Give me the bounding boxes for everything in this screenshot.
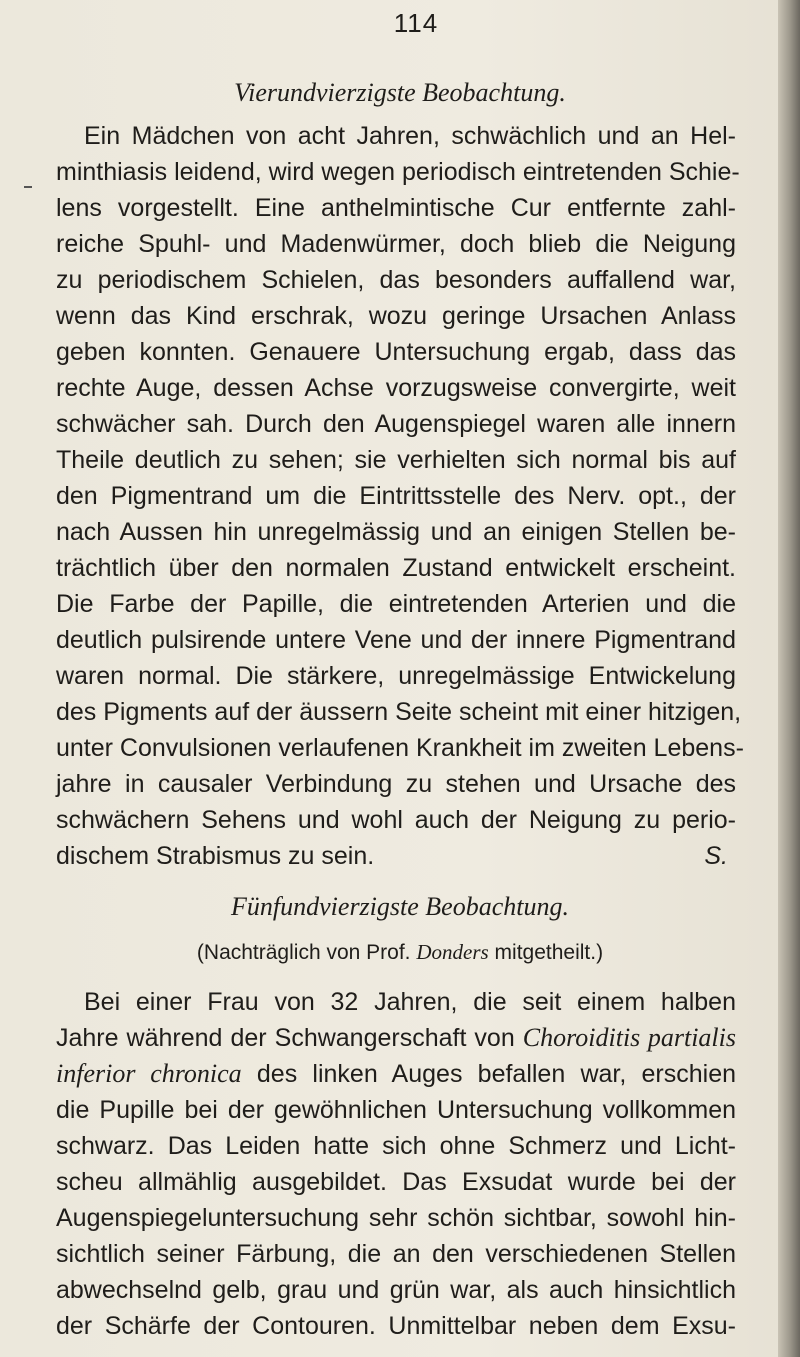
obs45-line-6: scheu allmählig ausgebildet. Das Exsudat wurde bei der (56, 1168, 736, 1196)
obs44-line-5: zu periodischem Schielen, das besonders auffallend war, (56, 266, 736, 294)
diagnosis-term-b: inferior chronica (56, 1059, 242, 1088)
margin-mark (24, 186, 32, 188)
obs44-line-16: waren normal. Die stärkere, unregelmässige Entwickelung (56, 662, 736, 690)
obs45-line-3 (56, 1056, 736, 1092)
obs44-line-4: reiche Spuhl- und Madenwürmer, doch blieb die Neigung (56, 230, 736, 258)
note-name: Donders (416, 940, 489, 964)
obs45-line-4: die Pupille bei der gewöhnlichen Untersuchung vollkommen (56, 1096, 736, 1124)
obs44-line-2: minthiasis leidend, wird wegen periodisch eintretenden Schie- (56, 158, 740, 186)
page-edge-shadow (778, 0, 800, 1357)
obs44-line-7: geben konnten. Genauere Untersuchung ergab, dass das (56, 338, 736, 366)
obs44-last-text: dischem Strabismus zu sein. (56, 842, 375, 870)
note-suffix: mitgetheilt.) (494, 941, 604, 964)
obs44-line-3: lens vorgestellt. Eine anthelmintische Cur entfernte zahl- (56, 194, 736, 222)
obs45-line-5: schwarz. Das Leiden hatte sich ohne Schmerz und Licht- (56, 1132, 736, 1160)
diagnosis-term-a: Choroiditis partialis (522, 1023, 736, 1052)
obs44-line-9: schwächer sah. Durch den Augenspiegel waren alle innern (56, 410, 736, 438)
observation-45-heading: Fünfundvierzigste Beobachtung. (231, 892, 569, 921)
obs45-line-2-text: Jahre während der Schwangerschaft von (56, 1024, 515, 1052)
observation-45-note (0, 940, 800, 965)
obs44-line-19: jahre in causaler Verbindung zu stehen und Ursache des (56, 770, 736, 798)
obs44-line-17: des Pigments auf der äussern Seite scheint mit einer hitzigen, (56, 698, 742, 726)
obs45-line-1: Bei einer Frau von 32 Jahren, die seit einem halben (84, 988, 736, 1016)
obs45-line-8: sichtlich seiner Färbung, die an den verschiedenen Stellen (56, 1240, 736, 1268)
obs44-line-12: nach Aussen hin unregelmässig und an einigen Stellen be- (56, 518, 736, 546)
obs44-line-21 (56, 838, 736, 874)
obs44-line-14: Die Farbe der Papille, die eintretenden Arterien und die (56, 590, 736, 618)
obs44-line-18: unter Convulsionen verlaufenen Krankheit im zweiten Lebens- (56, 734, 744, 762)
observation-44-heading: Vierundvierzigste Beobachtung. (234, 78, 566, 107)
obs45-line-3-text: des linken Auges befallen war, erschien (256, 1060, 736, 1088)
author-signature: S. (704, 842, 728, 870)
obs44-line-11: den Pigmentrand um die Eintrittsstelle des Nerv. opt., der (56, 482, 736, 510)
obs45-line-7: Augenspiegeluntersuchung sehr schön sichtbar, sowohl hin- (56, 1204, 736, 1232)
obs44-line-1: Ein Mädchen von acht Jahren, schwächlich und an Hel- (84, 122, 736, 150)
note-prefix: (Nachträglich von Prof. (196, 941, 411, 964)
obs44-line-6: wenn das Kind erschrak, wozu geringe Ursachen Anlass (56, 302, 736, 330)
obs44-line-20: schwächern Sehens und wohl auch der Neigung zu perio- (56, 806, 736, 834)
obs44-line-8: rechte Auge, dessen Achse vorzugsweise convergirte, weit (56, 374, 736, 402)
obs45-line-9: abwechselnd gelb, grau und grün war, als auch hinsichtlich (56, 1276, 736, 1304)
page-number: 114 (393, 8, 439, 38)
obs45-line-2 (56, 1020, 736, 1056)
obs45-line-10: der Schärfe der Contouren. Unmittelbar neben dem Exsu- (56, 1312, 736, 1340)
obs44-line-13: trächtlich über den normalen Zustand entwickelt erscheint. (56, 554, 736, 582)
obs44-line-15: deutlich pulsirende untere Vene und der innere Pigmentrand (56, 626, 736, 654)
obs44-line-10: Theile deutlich zu sehen; sie verhielten sich normal bis auf (56, 446, 736, 474)
